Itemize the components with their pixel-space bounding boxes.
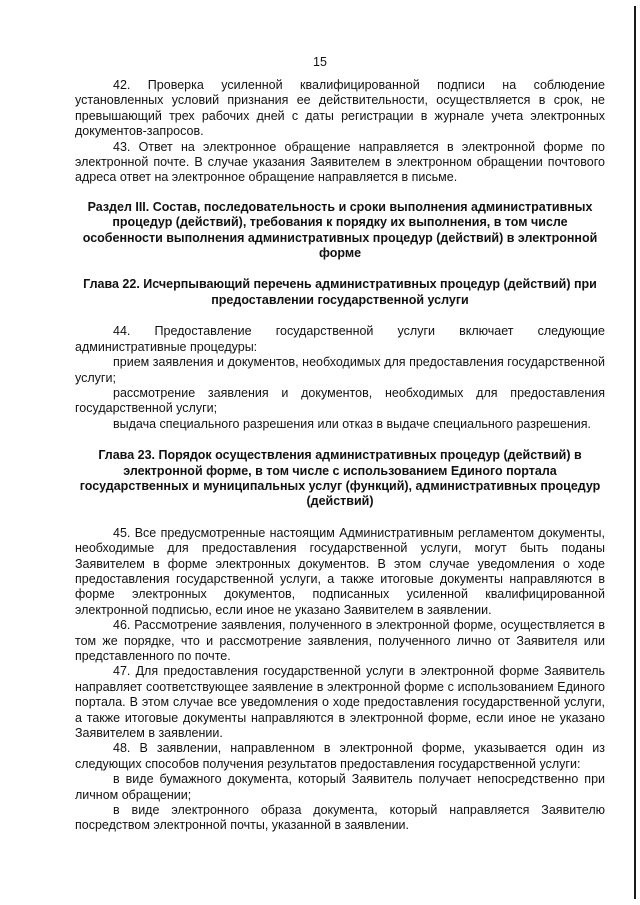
paragraph-47: 47. Для предоставления государственной услуги в электронной форме Заявитель направляет соответствующее заявление в электронной форме с использованием Единого портала. В этом случае все уведомления о ходе предоставления государственной услуги, а также итоговые документы направляются в электронной форме, если иное не указано Заявителем в заявлении.: [75, 664, 605, 741]
paragraph-42: 42. Проверка усиленной квалифицированной подписи на соблюдение установленных условий признания ее действительности, осуществляется в срок, не превышающий трех рабочих дней с даты регистрации в журнале учета электронных документов-запросов.: [75, 78, 605, 139]
list-item-reception: прием заявления и документов, необходимых для предоставления государственной услуги;: [75, 355, 605, 385]
paragraph-45: 45. Все предусмотренные настоящим Административным регламентом документы, необходимые для предоставления государственной услуги, могут быть поданы Заявителем в форме электронных документов. В этом случае уведомления о ходе предоставления государственной услуги, а также итоговые документы направляются в форме электронных документов, подписанных усиленной квалифицированной электронной подписью, если иное не указано Заявителем в заявлении.: [75, 525, 605, 617]
paragraph-46: 46. Рассмотрение заявления, полученного в электронной форме, осуществляется в том же порядке, что и рассмотрение заявления, полученного лично от Заявителя или представленного по почте.: [75, 618, 605, 663]
document-body: [75, 78, 605, 834]
list-item-paper-document: в виде бумажного документа, который Заявитель получает непосредственно при личном обращении;: [75, 772, 605, 802]
paragraph-44: 44. Предоставление государственной услуги включает следующие административные процедуры:: [75, 324, 605, 354]
paragraph-43: 43. Ответ на электронное обращение направляется в электронной форме по электронной почте. В случае указания Заявителем в электронном обращении почтового адреса ответ на электронное обращение направляется в письме.: [75, 139, 605, 185]
list-item-issuance: выдача специального разрешения или отказ в выдаче специального разрешения.: [113, 416, 591, 431]
list-item-electronic-image: в виде электронного образа документа, который направляется Заявителю посредством электронной почты, указанной в заявлении.: [75, 803, 605, 833]
section-3-heading: Раздел III. Состав, последовательность и сроки выполнения административных процедур (действий), требования к порядку их выполнения, в том числе особенности выполнения административных процедур (действий) в электронной форме: [82, 199, 598, 261]
list-item-review: рассмотрение заявления и документов, необходимых для предоставления государственной услуги;: [75, 385, 605, 416]
paragraph-48: 48. В заявлении, направленном в электронной форме, указывается один из следующих способов получения результатов предоставления государственной услуги:: [75, 741, 605, 771]
chapter-22-heading: Глава 22. Исчерпывающий перечень административных процедур (действий) при предоставлении государственной услуги: [83, 277, 597, 307]
chapter-23-heading: Глава 23. Порядок осуществления административных процедур (действий) в электронной форме, в том числе с использованием Единого портала государственных и муниципальных услуг (функций), административных процедур (действий): [79, 448, 601, 509]
page-edge-line: [634, 6, 636, 899]
page-number: 15: [313, 55, 327, 69]
